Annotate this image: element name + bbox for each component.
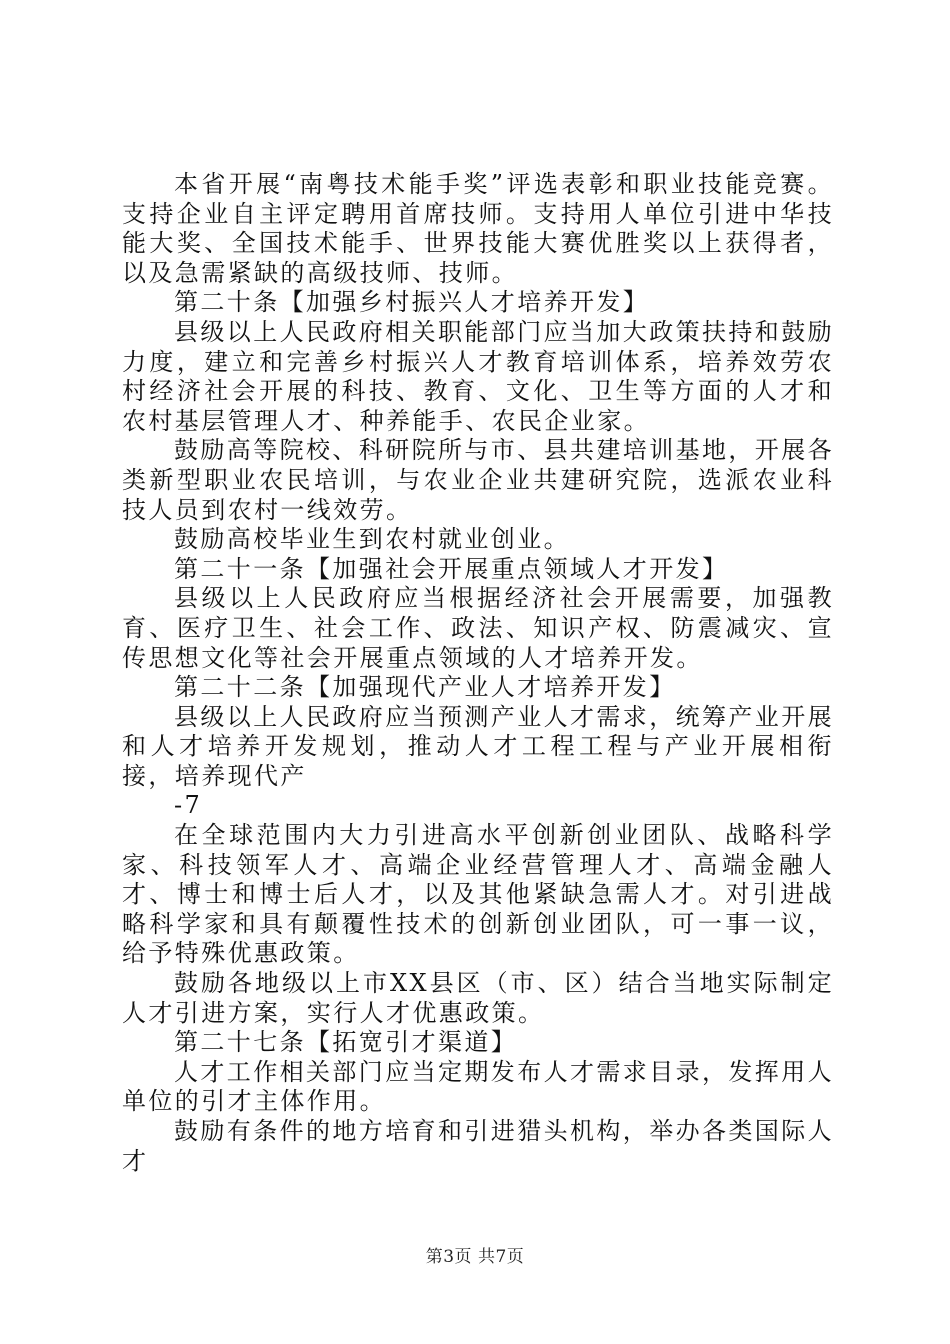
- paragraph-skills-awards: 本省开展“南粤技术能手奖”评选表彰和职业技能竞赛。支持企业自主评定聘用首席技师。支持用人单位引进中华技能大奖、全国技术能手、世界技能大赛优胜奖以上获得者，以及急需紧缺的高级技师、技师。: [122, 170, 834, 287]
- page-footer: 第3页 共7页: [425, 1247, 525, 1267]
- paragraph-training-bases: 鼓励高等院校、科研院所与市、县共建培训基地，开展各类新型职业农民培训，与农业企业共建研究院，选派农业科技人员到农村一线效劳。: [122, 436, 834, 524]
- article-22-heading: 第二十二条【加强现代产业人才培养开发】: [174, 673, 676, 702]
- paragraph-headhunting: 鼓励有条件的地方培育和引进猎头机构，举办各类国际人才: [122, 1117, 834, 1175]
- article-20-heading: 第二十条【加强乡村振兴人才培养开发】: [174, 288, 650, 317]
- article-27-heading: 第二十七条【拓宽引才渠道】: [174, 1028, 518, 1057]
- page-break-marker: -7: [174, 791, 203, 820]
- paragraph-industry-talent: 县级以上人民政府应当预测产业人才需求，统筹产业开展和人才培养开发规划，推动人才工程工程与产业开展相衔接，培养现代产: [122, 702, 834, 790]
- paragraph-rural-talent-policy: 县级以上人民政府相关职能部门应当加大政策扶持和鼓励力度，建立和完善乡村振兴人才教育培训体系，培养效劳农村经济社会开展的科技、教育、文化、卫生等方面的人才和农村基层管理人才、种养能手、农民企业家。: [122, 317, 834, 435]
- paragraph-graduates-rural: 鼓励高校毕业生到农村就业创业。: [174, 525, 570, 554]
- paragraph-global-recruitment: 在全球范围内大力引进高水平创新创业团队、战略科学家、科技领军人才、高端企业经营管理人才、高端金融人才、博士和博士后人才，以及其他紧缺急需人才。对引进战略科学家和具有颠覆性技术的创新创业团队，可一事一议，给予特殊优惠政策。: [122, 821, 834, 968]
- paragraph-demand-catalog: 人才工作相关部门应当定期发布人才需求目录，发挥用人单位的引才主体作用。: [122, 1057, 834, 1116]
- paragraph-local-plans: 鼓励各地级以上市XX县区（市、区）结合当地实际制定人才引进方案，实行人才优惠政策。: [122, 969, 834, 1027]
- paragraph-social-fields: 县级以上人民政府应当根据经济社会开展需要，加强教育、医疗卫生、社会工作、政法、知识产权、防震减灾、宣传思想文化等社会开展重点领域的人才培养开发。: [122, 584, 834, 672]
- article-21-heading: 第二十一条【加强社会开展重点领域人才开发】: [174, 554, 729, 583]
- document-body: [122, 170, 834, 1176]
